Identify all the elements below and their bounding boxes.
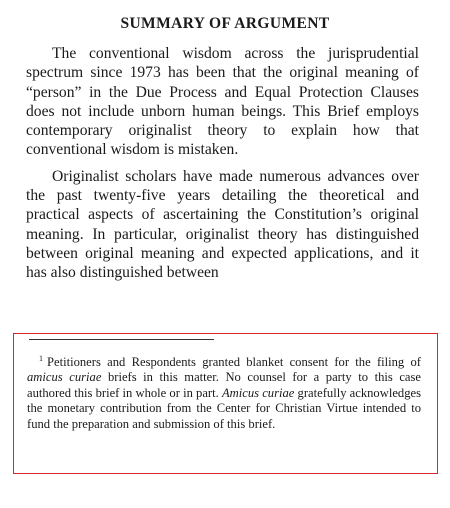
cut-off-previous-line — [0, 0, 450, 3]
footnote-part-1: Petitioners and Respondents granted blanket consent for the filing of — [47, 355, 421, 369]
footnote-italic-1: amicus curiae — [27, 370, 102, 385]
footnote-part-2: briefs in this matter. No counsel for a party to this case authored this brief in whole or in part. — [27, 370, 421, 400]
footnote-separator — [29, 339, 214, 340]
argument-body — [26, 44, 419, 290]
footnote-highlight-box — [13, 333, 438, 474]
paragraph-1: The conventional wisdom across the jurisprudential spectrum since 1973 has been that the original meaning of “person” in the Due Process and Equal Protection Clauses does not include unborn human beings. This Brief employs contemporary originalist theory to explain how that conventional wisdom is mistaken. — [26, 45, 419, 159]
footnote-marker: 1 — [39, 354, 43, 363]
footnote-italic-2: Amicus curiae — [221, 385, 295, 400]
footnote-part-3: gratefully acknowledges the monetary contribution from the Center for Christian Virtue intended to fund the preparation and submission of this brief. — [27, 385, 421, 431]
paragraph-2: Originalist scholars have made numerous advances over the past twenty-five years detailing the theoretical and practical aspects of ascertaining the Constitution’s original meaning. In particular, originalist theory has distinguished between original meaning and expected applications, and it has also distinguished between — [26, 167, 419, 282]
section-heading: SUMMARY OF ARGUMENT — [120, 15, 330, 32]
footnote-text — [27, 351, 421, 432]
